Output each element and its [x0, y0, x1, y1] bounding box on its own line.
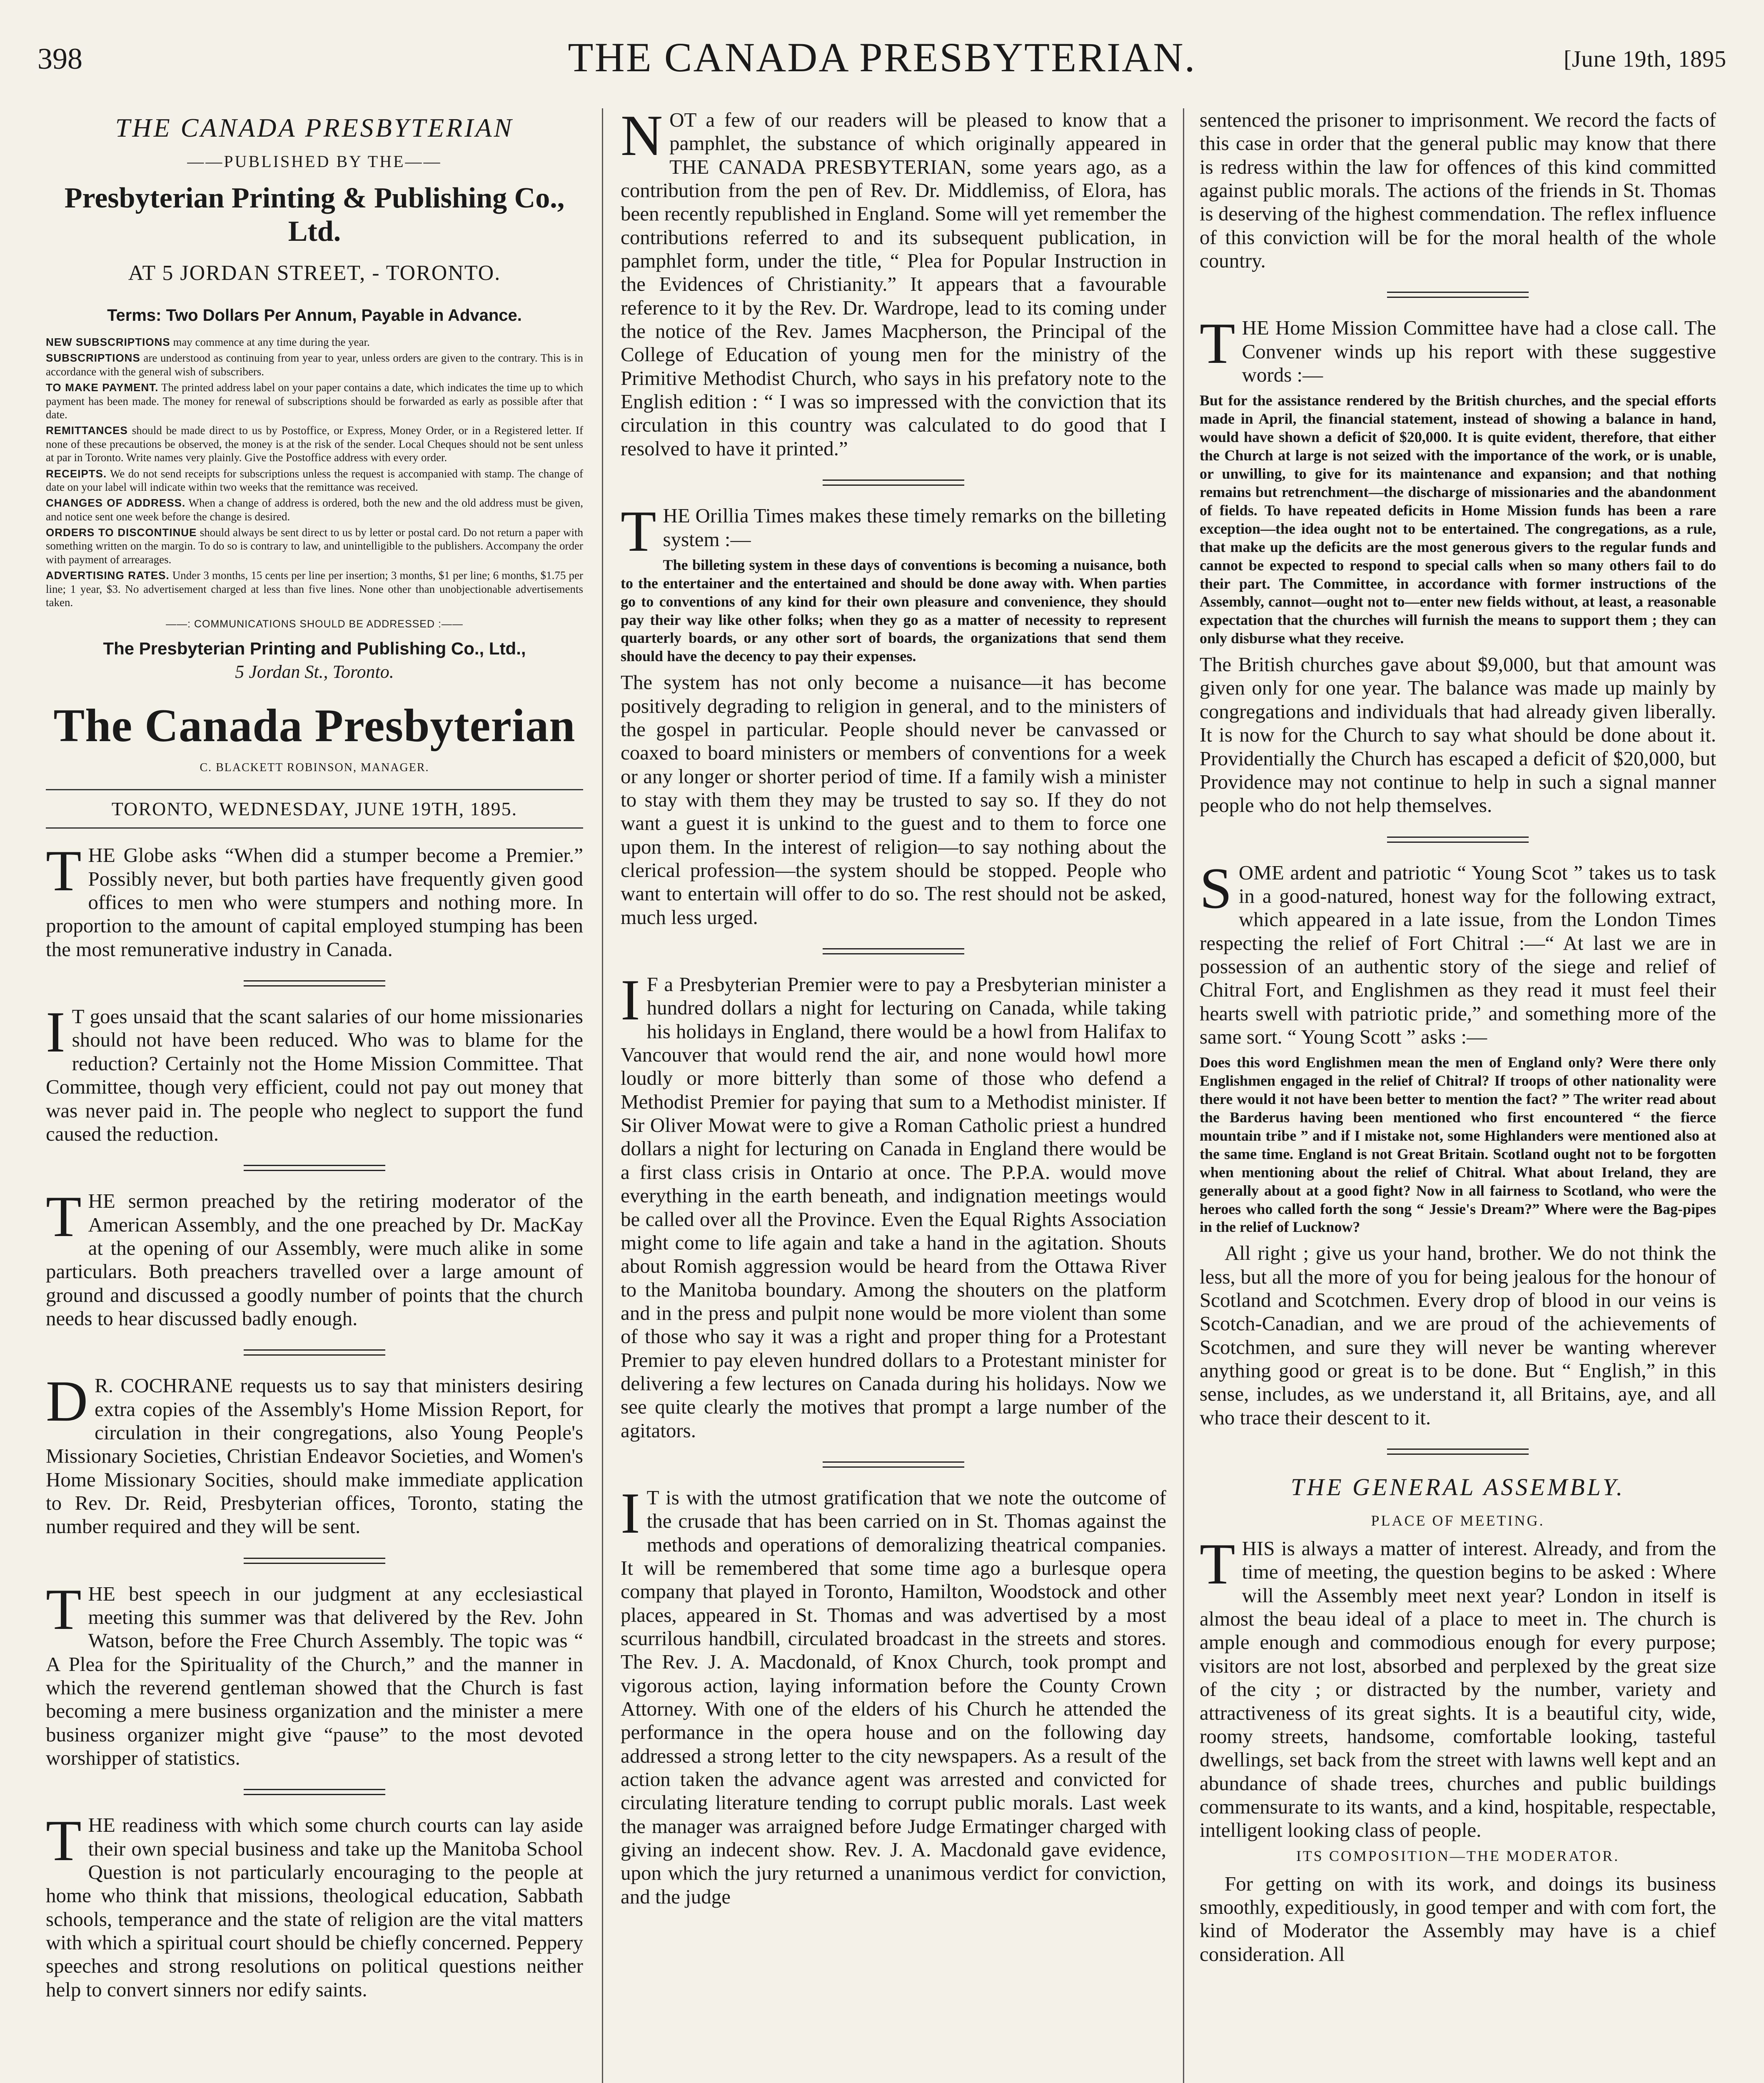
running-head	[37, 25, 1727, 79]
article-text: HE readiness with which some church courts can lay aside their own special business and take up the Manitoba School Question is not particularly encouraging to the people at home who think that missions, theological education, Sabbath schools, temperance and the state of religion are the vital matters with which a spiritual court should be chiefly concerned. Peppery speeches and strong resolutions on political questions neither help to convert sinners nor edify saints.	[46, 1813, 583, 2001]
page-number: 398	[37, 42, 82, 75]
drop-cap: D	[46, 1369, 88, 1434]
notice-label: SUBSCRIPTIONS	[46, 352, 140, 365]
article-text: The system has not only become a nuisance—it has become positively degrading to religion in general, and to the ministers of the gospel in particular. People should never be canvassed or coaxed to board ministers or members of conventions for a week or any longer or shorter period of time. If a family wish a minister to stay with them they may be trusted to say so. If they do not want a guest it is unkind to the guest and to them to force one upon them. In the interest of religion—to say nothing about the clerical profession—the system should be stopped. People who want to entertain will offer to do so. The rest should not be asked, much less urged.	[621, 671, 1166, 929]
notice-text: We do not send receipts for subscriptions unless the request is accompanied with stamp. The change of date on your label will indicate within two weeks that the remittance was received.	[46, 467, 583, 493]
published-by: ——PUBLISHED BY THE——	[187, 152, 442, 171]
notice	[46, 335, 583, 349]
drop-cap: S	[1200, 856, 1232, 921]
blackletter-title: The Canada Presbyterian	[53, 700, 576, 752]
article-text: T goes unsaid that the scant salaries of our home missionaries should not have been reduced. Who was to blame for the reduction? Certainly not the Home Mission Committee. That Committee, though very efficient, could not pay out money that was never paid in. The people who neglect to support the fund caused the reduction.	[46, 1005, 583, 1145]
column-rule	[602, 108, 603, 2083]
notices	[46, 335, 583, 609]
separator-rule	[1387, 292, 1529, 298]
notice-label: ORDERS TO DISCONTINUE	[46, 526, 197, 539]
article-text: OME ardent and patriotic “ Young Scot ” takes us to task in a good-natured, honest way for the following extract, which appeared in a late issue, from the London Times respecting the relief of Fort Chitral :—“ At last we are in possession of an authentic story of the siege and relief of Chitral Fort, and Englishmen as they read it must feel their hearts swell with patriotic pride,” and something more of the same sort. “ Young Scott ” asks :—	[1200, 861, 1716, 1048]
notice-text: The printed address label on your paper contains a date, which indicates the time up to which payment has been made. The money for renewal of subscriptions should be forwarded as early as possible after that date.	[46, 381, 583, 421]
dateline: TORONTO, WEDNESDAY, JUNE 19TH, 1895.	[46, 789, 583, 829]
notice-label: NEW SUBSCRIPTIONS	[46, 336, 170, 348]
notice	[46, 569, 583, 609]
notice-label: TO MAKE PAYMENT.	[46, 381, 159, 394]
separator-rule	[823, 480, 964, 486]
separator-rule	[244, 1165, 385, 1171]
editorial-sermon	[46, 1184, 583, 1330]
article-text: OT a few of our readers will be pleased to know that a pamphlet, the substance of which originally appeared in THE CANADA PRESBYTERIAN, some years ago, as a contribution from the pen of Rev. Dr. Middlemiss, of Elora, has been recently republished in England. Some will yet remember the contributions referred to and its subsequent publication, in pamphlet form, under the title, “ Plea for Popular Instruction in the Evidences of Christianity.” It appears that a favourable reference to it by the Rev. Dr. Wardrope, lead to its coming under the notice of the Rev. James Macpherson, the Principal of the College of Education of young men for the ministry of the Primitive Methodist Church, who says in his prefatory note to the English edition : “ I was so impressed with the conviction that its circulation in this country was calculated to do good that I resolved to have it printed.”	[621, 108, 1166, 460]
notice-text: may commence at any time during the year.	[170, 336, 370, 348]
editorial-premier	[621, 968, 1166, 1442]
editorial-globe	[46, 839, 583, 961]
article-text: The British churches gave about $9,000, but that amount was given only for one year. The balance was made up mainly by congregations and individuals that had already given liberally. It is now for the Church to say what should be done about it. Providentially the Church has escaped a deficit of $20,000, but Providence may not continue to help in such a signal manner people who do not help themselves.	[1200, 653, 1716, 817]
drop-cap: I	[621, 968, 640, 1033]
notice-label: REMITTANCES	[46, 424, 128, 437]
separator-rule	[244, 980, 385, 987]
drop-cap: T	[46, 1184, 82, 1249]
drop-cap: T	[46, 1577, 82, 1642]
editorial-crusade-continued	[1200, 108, 1716, 272]
drop-cap: T	[621, 499, 656, 564]
notice-label: CHANGES OF ADDRESS.	[46, 497, 186, 510]
article-text: HE sermon preached by the retiring moderator of the American Assembly, and the one preached by Dr. MacKay at the opening of our Assembly, were much alike in some particulars. Both preachers travelled over a large amount of ground and discussed a goodly number of points that the church needs to hear discussed badly enough.	[46, 1189, 583, 1330]
editorial-cochrane	[46, 1369, 583, 1538]
column-rule	[1183, 108, 1184, 2083]
manager-line: C. BLACKETT ROBINSON, MANAGER.	[200, 761, 429, 774]
separator-rule	[823, 948, 964, 954]
notice	[46, 526, 583, 566]
drop-cap: T	[1200, 311, 1235, 376]
editorial-crusade	[621, 1481, 1166, 1908]
subscription-terms: Terms: Two Dollars Per Annum, Payable in Advance.	[107, 306, 522, 325]
publisher-footer: The Presbyterian Printing and Publishing Co., Ltd.,	[103, 639, 526, 659]
notice-label: RECEIPTS.	[46, 467, 107, 480]
subsection-title: ITS COMPOSITION—THE MODERATOR.	[1296, 1847, 1620, 1864]
separator-rule	[823, 1461, 964, 1468]
masthead-title: THE CANADA PRESBYTERIAN	[115, 113, 514, 142]
article-general-assembly	[1200, 1532, 1716, 1966]
drop-cap: I	[621, 1481, 640, 1546]
notice-text: When a change of address is ordered, both the new and the old address must be given, and notice sent one week before the change is desired.	[46, 497, 583, 523]
article-text: For getting on with its work, and doings its business smoothly, expeditiously, in good temper and with com fort, the kind of Moderator the Assembly may have is a chief consideration. All	[1200, 1872, 1716, 1966]
notice	[46, 424, 583, 464]
article-text: HIS is always a matter of interest. Already, and from the time of meeting, the question begins to be asked : Where will the Assembly meet next year? London in itself is almost the beau ideal of a place to meet in. The church is ample enough and commodious enough for every purpose; visitors are not lost, absorbed and perplexed by the great size of the city ; or distracted by the number, variety and attractiveness of its great sights. It is a beautiful city, wide, roomy streets, handsome, comfortable looking, tasteful dwellings, set back from the street with lawns well kept and an abundance of shade trees, churches and public buildings commensurate to its wants, and a kind, hospitable, respectable, intelligent looking class of people.	[1200, 1537, 1716, 1842]
editorial-orillia	[621, 499, 1166, 929]
publisher-address: AT 5 JORDAN STREET, - TORONTO.	[128, 261, 501, 285]
article-text: All right ; give us your hand, brother. We do not think the less, but all the more of you for being jealous for the honour of Scotland and Scotchmen. Every drop of blood in our veins is Scotch-Canadian, and we are proud of the achievements of Scotchmen, and sure they will never be wanting wherever anything good or great is to be done. But “ English,” in this sense, includes, as we understand it, all Britains, aye, and all who trace their descent to it.	[1200, 1241, 1716, 1429]
article-text: HE best speech in our judgment at any ecclesiastical meeting this summer was that delivered by the Rev. John Watson, before the Free Church Assembly. The topic was “ A Plea for the Spirituality of the Church,” and the manner in which the reverend gentleman showed that the Church is fast becoming a mere business organization and the minister a mere business organizer might give “pause” to the most devoted worshipper of statistics.	[46, 1582, 583, 1770]
drop-cap: T	[46, 1808, 82, 1873]
editorial-young-scot	[1200, 856, 1716, 1430]
drop-cap: N	[621, 108, 663, 168]
notice-text: are understood as continuing from year to year, unless orders are given to the contrary. This is in accordance with the general wish of subscribers.	[46, 352, 583, 378]
editorial-middlemiss	[621, 108, 1166, 460]
publisher-name: Presbyterian Printing & Publishing Co., Ltd.	[64, 182, 565, 247]
journal-title: THE CANADA PRESBYTERIAN.	[568, 34, 1196, 80]
separator-rule	[244, 1789, 385, 1795]
separator-rule	[1387, 1449, 1529, 1455]
section-title: THE GENERAL ASSEMBLY.	[1290, 1474, 1625, 1501]
quoted-text: The billeting system in these days of conventions is becoming a nuisance, both to the entertainer and the entertained and should be done away with. When parties go to conventions of any kind for their own pleasure and convenience, they should pay their way like other folks; when they go as a matter of necessity to represent quarterly boards, or any other sort of boards, the organizations that send them should have the decency to pay their expenses.	[621, 556, 1166, 665]
editorial-home-mission	[1200, 311, 1716, 817]
drop-cap: T	[1200, 1532, 1235, 1597]
subsection-title: PLACE OF MEETING.	[1371, 1512, 1545, 1529]
editorial-speech	[46, 1577, 583, 1770]
drop-cap: T	[46, 839, 82, 904]
article-text: sentenced the prisoner to imprisonment. We record the facts of this case in order that the general public may know that there is redress within the law for offences of this kind committed against public morals. The actions of the friends in St. Thomas is deserving of the highest commendation. The reflex influence of this conviction will be for the moral health of the whole country.	[1200, 108, 1716, 272]
article-text: T is with the utmost gratification that we note the outcome of the crusade that has been carried on in St. Thomas against the methods and operations of demoralizing theatrical companies. It will be remembered that some time ago a burlesque opera company that played in Toronto, Hamilton, Woodstock and other places, appeared in St. Thomas and was advertised by a most scurrilous handbill, circulated broadcast in the streets and stores. The Rev. J. A. Macdonald, of Knox Church, took prompt and vigorous action, laying information before the County Crown Attorney. With one of the elders of his Church he attended the performance in the opera house and on the following day addressed a strong letter to the city newspapers. As a result of the action taken the advance agent was arrested and convicted for circulating literature tending to corrupt public morals. Last week the manager was arraigned before Judge Ermatinger charged with giving an indecent show. Rev. J. A. Macdonald gave evidence, upon which the jury returned a unanimous verdict for conviction, and the judge	[621, 1486, 1166, 1908]
column-3	[1200, 108, 1716, 2083]
article-text: F a Presbyterian Premier were to pay a Presbyterian minister a hundred dollars a night for lecturing on Canada, while taking his holidays in England, there would be a howl from Halifax to Vancouver that would rend the air, and none would howl more loudly or more bitterly than some of those who defend a Methodist Premier for paying that sum to a Methodist minister. If Sir Oliver Mowat were to give a Roman Catholic priest a hundred dollars a night for lecturing on Canada in England there would be a first class crisis in Ontario at once. The P.P.A. would move everything in the earth beneath, and indignation meetings would be called over all the Province. Even the Equal Rights Association might come to life again and take a hand in the agitation. Shouts about Romish aggression would be heard from the Ottawa River to the Manitoba boundary. Among the shouters on the platform and in the press and pulpit none would be more violent than some of those who say it was a right and proper thing for a Protestant Premier to pay eleven hundred dollars to a Protestant minister for delivering a few lectures on Canada during his holidays. Now we see quite clearly the motives that prompt a large number of the agitators.	[621, 973, 1166, 1442]
column-2	[621, 108, 1166, 2083]
column-1	[46, 108, 583, 2083]
quoted-text: Does this word Englishmen mean the men of England only? Were there only Englishmen engaged in the relief of Chitral? If troops of other nationality were there would it not have been better to mention the fact? ” The writer read about the Barderus having been mentioned who first encountered “ the fierce mountain tribe ” and if I mistake not, some Highlanders were mentioned also at the same time. England is not Great Britain. Scotland ought not to be forgotten when mentioning about the relief of Chitral. What about Ireland, they are generally about at a good fight? Now in all fairness to Scotland, who were the heroes who called forth the song “ Jessie's Dream?” Where were the Bag-pipes in the relief of Lucknow?	[1200, 1054, 1716, 1236]
article-text: HE Home Mission Committee have had a close call. The Convener winds up his report with these suggestive words :—	[1242, 316, 1716, 387]
separator-rule	[244, 1349, 385, 1356]
article-text: R. COCHRANE requests us to say that ministers desiring extra copies of the Assembly's Home Mission Report, for circulation in their congregations, also Young People's Missionary Societies, Christian Endeavor Societies, and Women's Home Missionary Socities, should make immediate application to Rev. Dr. Reid, Presbyterian offices, Toronto, stating the number required and they will be sent.	[46, 1374, 583, 1538]
publisher-footer-address: 5 Jordan St., Toronto.	[235, 662, 394, 682]
notice	[46, 467, 583, 494]
separator-rule	[244, 1558, 385, 1564]
notice-text: should always be sent direct to us by letter or postal card. Do not return a paper with something written on the margin. To do so is contrary to law, and unintelligible to the publishers. Accompany the order with payment of arrearages.	[46, 526, 583, 566]
notice	[46, 496, 583, 523]
article-text: HE Orillia Times makes these timely remarks on the billeting system :—	[663, 504, 1166, 551]
article-text: HE Globe asks “When did a stumper become a Premier.” Possibly never, but both parties have frequently given good offices to men who were stumpers and nothing more. In proportion to the amount of capital employed stumping has been the most remunerative industry in Canada.	[46, 844, 583, 961]
drop-cap: I	[46, 1000, 65, 1065]
editorial-salaries	[46, 1000, 583, 1146]
separator-rule	[1387, 837, 1529, 843]
notice	[46, 381, 583, 421]
quoted-text: But for the assistance rendered by the British churches, and the special efforts made in April, the financial statement, instead of showing a balance in hand, would have shown a deficit of $20,000. It is quite evident, therefore, that either the Church at large is not seized with the importance of the work, or is unable, or unwilling, to give for its maintenance and expansion; and that nothing remains but retrenchment—the discharge of missionaries and the abandonment of fields. To have repeated deficits in Home Mission funds has been a rare exception—the idea ought not to be entertained. The congregations, as a rule, that make up the deficits are the most generous givers to the regular funds and cannot be expected to respond to special calls when so many others fail to do their part. The Committee, in accordance with former instructions of the Assembly, cannot—ought not to—enter new fields without, at least, a reasonable expectation that the churches will furnish the means to support them ; they can only disburse what they receive.	[1200, 392, 1716, 647]
communications-note: ——: COMMUNICATIONS SHOULD BE ADDRESSED :——	[166, 618, 463, 630]
notice-text: should be made direct to us by Postoffice, or Express, Money Order, or in a Registered letter. If none of these precautions be observed, the money is at the risk of the sender. Local Cheques should not be sent unless at par in Toronto. Write names very plainly. Give the Postoffice address with every order.	[46, 424, 583, 464]
issue-date: [June 19th, 1895	[1564, 46, 1727, 72]
editorial-church-courts	[46, 1808, 583, 2001]
notice-label: ADVERTISING RATES.	[46, 569, 170, 582]
notice-text: Under 3 months, 15 cents per line per insertion; 3 months, $1 per line; 6 months, $1.75 per line; 1 year, $3. No advertisement charged at less than five lines. None other than unobjectionable advertisements taken.	[46, 569, 583, 609]
notice	[46, 351, 583, 378]
